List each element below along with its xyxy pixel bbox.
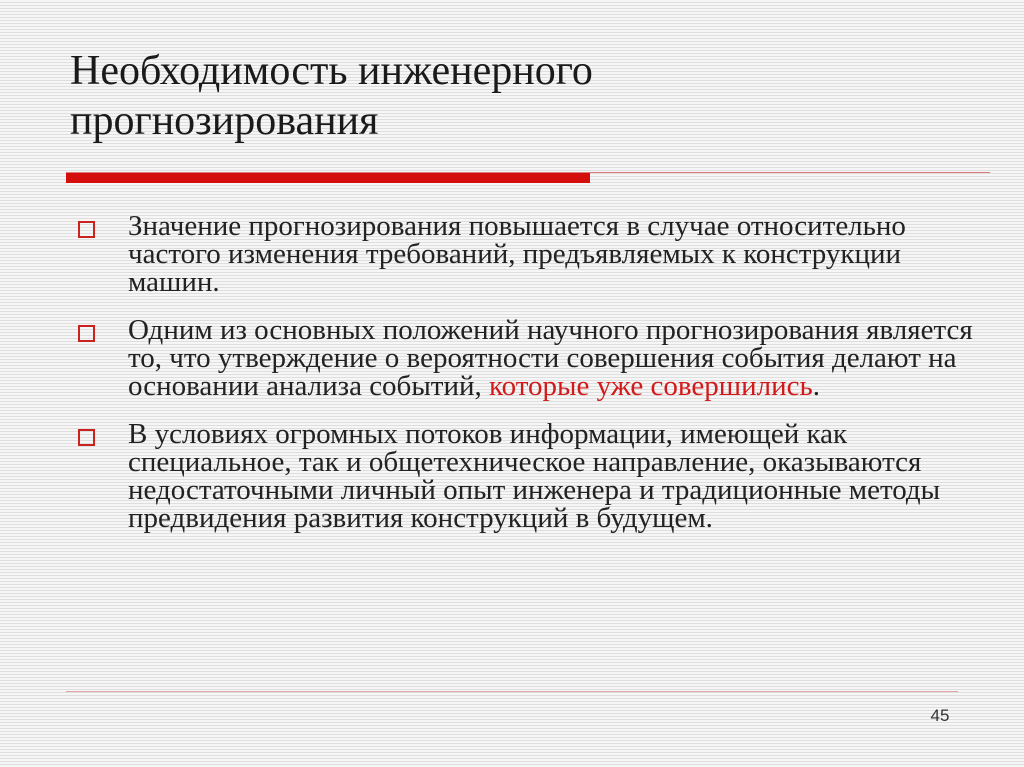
slide-title-line-1: Необходимость инженерного xyxy=(70,48,593,94)
slide-title xyxy=(70,46,950,146)
hollow-square-icon xyxy=(78,429,95,446)
slide-title-line-2: прогнозирования xyxy=(70,98,379,144)
bullet-text-2 xyxy=(128,314,973,402)
title-divider-accent xyxy=(66,173,590,183)
hollow-square-icon xyxy=(78,325,95,342)
bullet-text-3: В условиях огромных потоков информации, имеющей как специальное, так и общетехническое направление, оказываются недостаточными личный опыт инженера и традиционные методы предвидения развития конструкций в будущем. xyxy=(128,418,941,534)
bullet-item-3 xyxy=(74,420,974,532)
footer-divider xyxy=(66,691,958,692)
bullet-text-2-highlight: которые уже совершились xyxy=(489,370,813,402)
bullet-text-2-end: . xyxy=(812,370,820,402)
bullet-list xyxy=(74,212,974,552)
page-number: 45 xyxy=(930,706,950,725)
bullet-text-1: Значение прогнозирования повышается в случае относительно частого изменения требований, предъявляемых к конструкции машин. xyxy=(128,210,906,298)
hollow-square-icon xyxy=(78,221,95,238)
bullet-text-2-main: Одним из основных положений научного прогнозирования является то, что утверждение о вероятности совершения события делают на основании анализа событий, xyxy=(128,314,973,402)
bullet-item-2 xyxy=(74,316,974,400)
bullet-item-1 xyxy=(74,212,974,296)
